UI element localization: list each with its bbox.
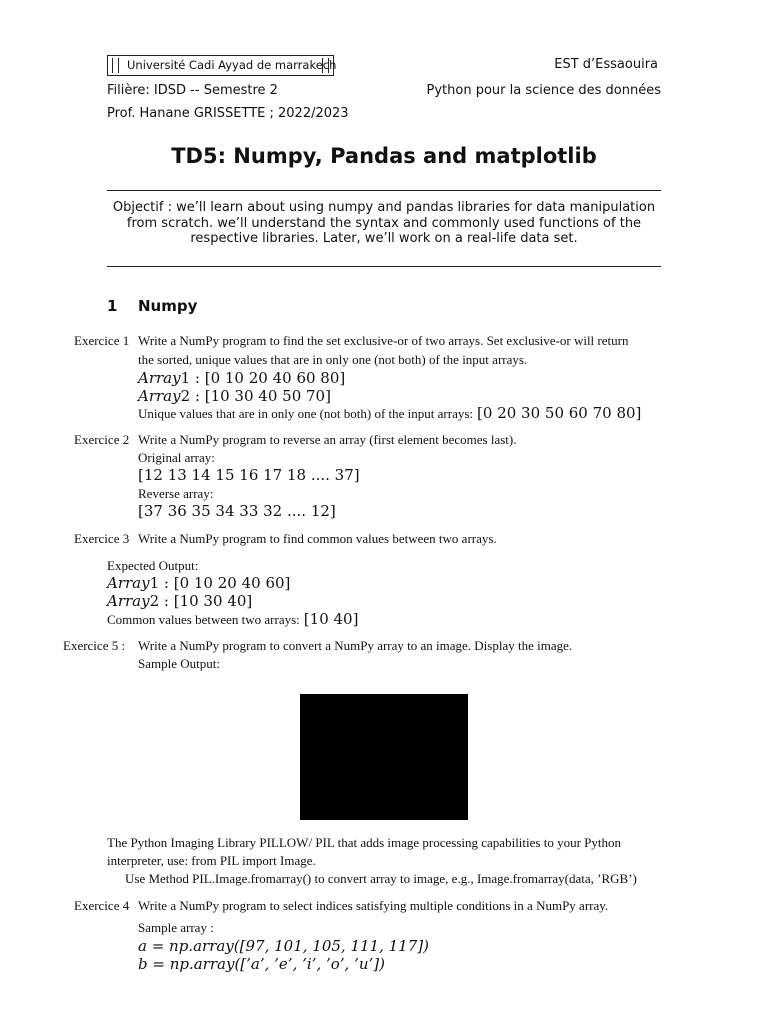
- exercise-3-result: [107, 610, 358, 629]
- exercise-2-text: Write a NumPy program to reverse an array (first element becomes last).: [138, 432, 517, 447]
- exercise-3-array2: [107, 592, 252, 611]
- filiere: Filière: IDSD -- Semestre 2: [107, 83, 278, 98]
- exercise-1-array1: [138, 369, 345, 388]
- course-name: Python pour la science des données: [426, 83, 661, 98]
- common-label: Common values between two arrays:: [107, 612, 300, 627]
- array-a-expression: a = np.array([97, 101, 105, 111, 117]): [138, 937, 429, 955]
- reverse-array-value: [37 36 35 34 33 32 .... 12]: [138, 502, 336, 520]
- expected-output-label: Expected Output:: [107, 558, 199, 573]
- sample-array-label: Sample array :: [138, 920, 214, 935]
- objective-line: from scratch. we’ll understand the syntax and commonly used functions of the: [126, 215, 642, 231]
- array2-value: 2 : [10 30 40]: [149, 592, 253, 610]
- sample-output-image: [300, 694, 468, 820]
- exercise-2-label: Exercice 2: [74, 432, 130, 447]
- array1-name: Array: [107, 574, 150, 592]
- exercise-1-text-2: the sorted, unique values that are in only one (not both) of the input arrays.: [138, 352, 528, 367]
- section-title: Numpy: [138, 297, 198, 315]
- section-number: 1: [107, 297, 118, 315]
- sample-output-label: Sample Output:: [138, 656, 220, 671]
- unique-value: [0 20 30 50 60 70 80]: [477, 404, 642, 422]
- array-b-expression: b = np.array([’a’, ’e’, ’i’, ’o’, ’u’]): [138, 955, 385, 973]
- exercise-3-label: Exercice 3: [74, 531, 130, 546]
- divider-bottom: [107, 266, 661, 267]
- exercise-1-text: Write a NumPy program to find the set exclusive-or of two arrays. Set exclusive-or will return: [138, 333, 629, 348]
- exercise-3-array1: [107, 574, 290, 593]
- exercise-3-text: Write a NumPy program to find common values between two arrays.: [138, 531, 497, 546]
- array1-name: Array: [138, 369, 181, 387]
- array2-name: Array: [138, 387, 181, 405]
- objective: [107, 200, 661, 247]
- pil-text-3: Use Method PIL.Image.fromarray() to convert array to image, e.g., Image.fromarray(data, ’RGB’): [125, 871, 637, 886]
- exercise-5-text: Write a NumPy program to convert a NumPy array to an image. Display the image.: [138, 638, 573, 653]
- university-name: Université Cadi Ayyad de marrakech: [127, 58, 337, 72]
- pil-text-2: interpreter, use: from PIL import Image.: [107, 853, 316, 868]
- array1-value: 1 : [0 10 20 40 60]: [149, 574, 291, 592]
- professor: Prof. Hanane GRISSETTE ; 2022/2023: [107, 106, 349, 121]
- reverse-array-label: Reverse array:: [138, 486, 214, 501]
- page-title: TD5: Numpy, Pandas and matplotlib: [171, 144, 597, 168]
- array1-value: 1 : [0 10 20 40 60 80]: [180, 369, 346, 387]
- unique-label: Unique values that are in only one (not both) of the input arrays:: [138, 406, 474, 421]
- objective-line: respective libraries. Later, we’ll work on a real-life data set.: [190, 231, 578, 246]
- common-value: [10 40]: [303, 610, 359, 628]
- array2-name: Array: [107, 592, 150, 610]
- objective-line: Objectif : we’ll learn about using numpy and pandas libraries for data manipulation: [112, 200, 656, 215]
- pil-text-1: The Python Imaging Library PILLOW/ PIL that adds image processing capabilities to your Python: [107, 835, 622, 850]
- exercise-1-label: Exercice 1: [74, 333, 130, 348]
- exercise-4-text: Write a NumPy program to select indices satisfying multiple conditions in a NumPy array.: [138, 898, 609, 913]
- exercise-1-result: [138, 404, 641, 423]
- exercise-4-label: Exercice 4: [74, 898, 130, 913]
- exercise-5-label: Exercice 5 :: [63, 638, 126, 653]
- original-array-value: [12 13 14 15 16 17 18 .... 37]: [138, 466, 360, 484]
- divider-top: [107, 190, 661, 191]
- original-array-label: Original array:: [138, 450, 215, 465]
- school-name: EST d’Essaouira: [554, 57, 658, 72]
- array2-value: 2 : [10 30 40 50 70]: [180, 387, 331, 405]
